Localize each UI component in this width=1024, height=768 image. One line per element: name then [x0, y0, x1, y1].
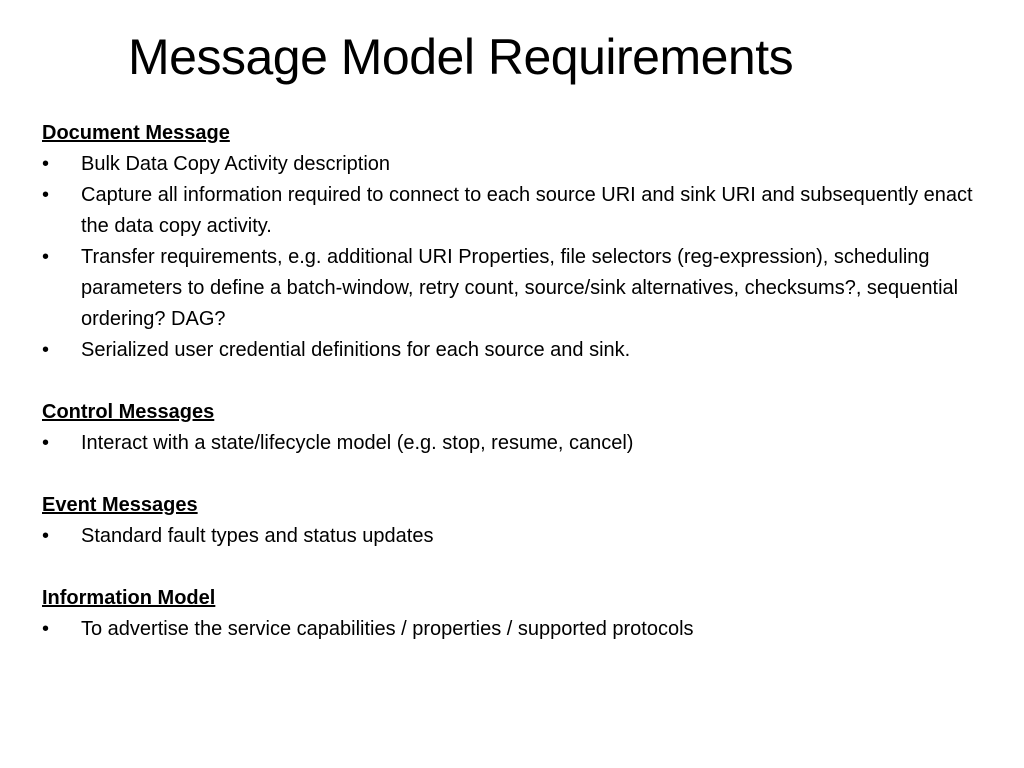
bullet-icon: • [42, 432, 50, 454]
bullet-icon: • [42, 618, 50, 640]
bullet-item [42, 180, 990, 242]
bullet-text: To advertise the service capabilities / properties / supported protocols [81, 618, 694, 640]
bullet-item [42, 428, 990, 459]
bullet-list [42, 149, 990, 366]
section-heading: Document Message [42, 122, 230, 144]
section-heading: Event Messages [42, 494, 198, 516]
bullet-item [42, 521, 990, 552]
bullet-icon: • [42, 184, 50, 206]
bullet-text: Capture all information required to connect to each source URI and sink URI and subsequently enact the data copy activity. [81, 184, 973, 237]
bullet-item [42, 335, 990, 366]
section-control-messages [42, 397, 990, 459]
bullet-icon: • [42, 339, 50, 361]
slide-title: Message Model Requirements [128, 29, 794, 85]
bullet-text: Interact with a state/lifecycle model (e.g. stop, resume, cancel) [81, 432, 634, 454]
bullet-icon: • [42, 525, 50, 547]
section-heading: Control Messages [42, 401, 215, 423]
bullet-text: Serialized user credential definitions for each source and sink. [81, 339, 631, 361]
bullet-list [42, 614, 990, 645]
bullet-icon: • [42, 246, 50, 268]
bullet-icon: • [42, 153, 50, 175]
bullet-list [42, 521, 990, 552]
section-document-message [42, 118, 990, 366]
bullet-text: Bulk Data Copy Activity description [81, 153, 391, 175]
bullet-item [42, 242, 990, 335]
bullet-list [42, 428, 990, 459]
bullet-text: Standard fault types and status updates [81, 525, 434, 547]
bullet-item [42, 149, 990, 180]
bullet-text: Transfer requirements, e.g. additional URI Properties, file selectors (reg-expression), scheduling parameters to define a batch-window, retry count, source/sink alternatives, checksums?, sequential ordering? DAG? [81, 246, 959, 330]
section-heading: Information Model [42, 587, 216, 609]
section-event-messages [42, 490, 990, 552]
section-information-model [42, 583, 990, 645]
bullet-item [42, 614, 990, 645]
slide-body [42, 118, 990, 676]
